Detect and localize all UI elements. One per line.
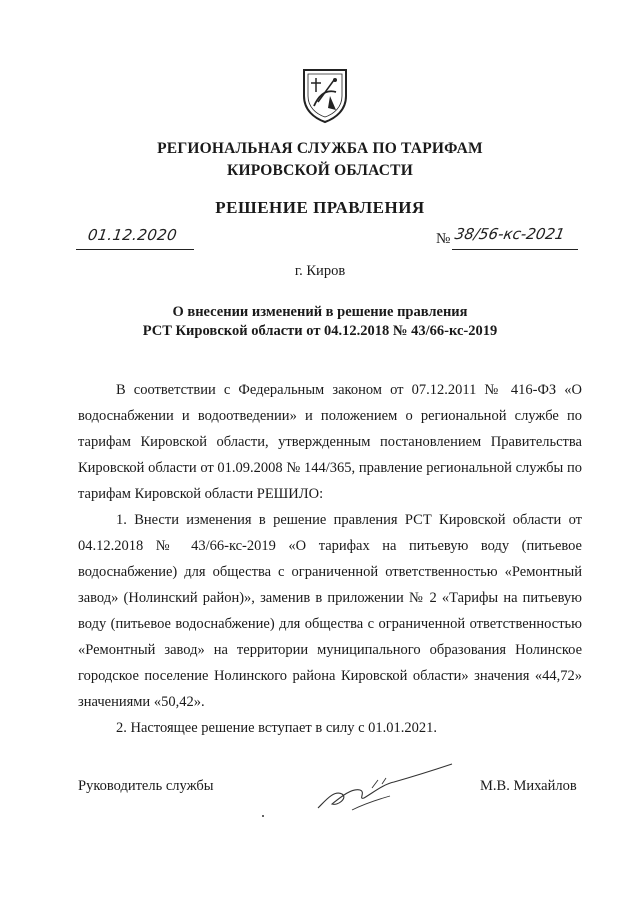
body-paragraph-1 [78, 377, 582, 507]
paragraph-text: 1. Внести изменения в решение правления РСТ Кировской области от 04.12.2018 № 43/66-кс-2019 «О тарифах на питьевую воду (питьевое водоснабжение) для общества с ограниченной ответственностью «Ремонтный завод» (Нолинский район)», заменив в приложении № 2 «Тарифы на питьевую воду (питьевое водоснабжение) для общества с ограниченной ответственностью «Ремонтный завод» на территории муниципального образования Нолинское городское поселение Нолинского района Кировской области» значения «44,72» значениями «50,42». [78, 512, 582, 710]
signatory-name: М.В. Михайлов [480, 778, 577, 794]
body-paragraph-2 [78, 507, 582, 715]
body-paragraph-3 [78, 715, 582, 741]
signatory-position: Руководитель службы [78, 778, 214, 794]
document-number: 38/56-кс-2021 [453, 225, 567, 243]
number-sign: № [436, 231, 451, 247]
subject-line1: О внесении изменений в решение правления [172, 304, 468, 320]
organization-name-line1: РЕГИОНАЛЬНАЯ СЛУЖБА ПО ТАРИФАМ [157, 140, 483, 157]
ink-dot [262, 815, 264, 817]
coat-of-arms-icon [300, 66, 350, 124]
subject-line2: РСТ Кировской области от 04.12.2018 № 43/66-кс-2019 [142, 323, 498, 339]
handwritten-signature [312, 760, 462, 820]
organization-name-line2: КИРОВСКОЙ ОБЛАСТИ [227, 162, 413, 179]
city: г. Киров [294, 263, 346, 279]
document-title: РЕШЕНИЕ ПРАВЛЕНИЯ [215, 198, 425, 217]
document-date: 01.12.2020 [86, 226, 179, 244]
paragraph-text: 2. Настоящее решение вступает в силу с 01.01.2021. [116, 720, 438, 736]
paragraph-text: В соответствии с Федеральным законом от 07.12.2011 № 416-ФЗ «О водоснабжении и водоотведении» и положением о региональной службе по тарифам Кировской области, утвержденным постановлением Правительства Кировской области от 01.09.2008 № 144/365, правление региональной службы по тарифам Кировской области РЕШИЛО: [78, 382, 582, 502]
